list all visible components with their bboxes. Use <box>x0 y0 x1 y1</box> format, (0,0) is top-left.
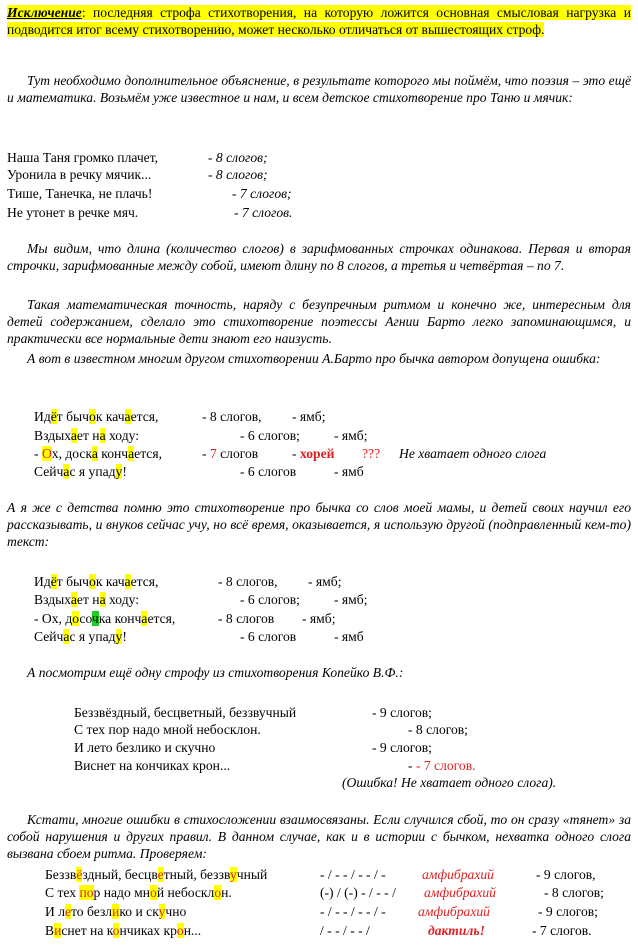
syllable-count: - 9 слогов; <box>538 904 598 919</box>
error-note: Не хватает одного слога <box>399 446 547 461</box>
poem-line: С тех пор надо мной небосклон. <box>45 885 232 900</box>
syllable-count: - 8 слогов; <box>544 885 604 900</box>
syllable-count: - 9 слогов; <box>372 740 432 755</box>
poem-line: Беззвёздный, бесцветный, беззвучный <box>74 705 297 720</box>
intro-text: : последняя строфа стихотворения, на которую ложится основная смысловая нагрузка и подводится итог всему стихотворению, может несколько отличаться от вышестоящих строф. <box>7 5 631 37</box>
meter-label: - ямб; <box>292 409 326 424</box>
question-marks: ??? <box>362 446 381 461</box>
meter-label: - ямб; <box>334 428 368 443</box>
syllable-count: - 9 слогов, <box>536 867 596 882</box>
syllable-count: - 6 слогов <box>240 464 297 479</box>
paragraph-5: А я же с детства помню это стихотворение про бычка со слов моей мамы, и детей своих научил его рассказывать, и внуков сейчас учу, но всё время, оказывается, я использую другой (подправленный кем-то) текст: <box>7 500 631 549</box>
paragraph-7: Кстати, многие ошибки в стихосложении взаимосвязаны. Если случился сбой, то он сразу «тянет» за собой нарушения и других правил. В данном случае, как и в истории с бычком, нехватка одного слога вызвана сбоем ритма. Проверяем: <box>7 812 631 861</box>
meter-label: амфибрахий <box>424 885 496 900</box>
syllable-count: - 7 слогов. <box>532 923 592 938</box>
poem-line: - Ох, доска кончается, <box>34 446 162 461</box>
poem-line: Уронила в речку мячик... <box>7 167 152 182</box>
poem-line: Вздыхает на ходу: <box>34 428 140 443</box>
exception-label: Исключение <box>7 5 82 20</box>
poem-line: Идёт бычок качается, <box>34 574 159 589</box>
syllable-count: - 6 слогов <box>240 629 297 644</box>
poem-line: Виснет на кончиках крон... <box>74 758 231 773</box>
stress-scheme: / - - / - - / <box>320 923 370 938</box>
syllable-count: - 9 слогов; <box>372 705 432 720</box>
stress-scheme: - / - - / - - / - <box>320 867 386 882</box>
poem-line: Виснет на кончиках крон... <box>45 923 202 938</box>
poem-line: Сейчас я упаду! <box>34 464 127 479</box>
paragraph-3: Такая математическая точность, наряду с безупречным ритмом и конечно же, интересным для детей содержанием, сделало это стихотворение поэтессы Агнии Барто легко запоминающимся, и практически все нормальные дети знают его наизусть. <box>7 297 631 346</box>
syllable-count: - 8 слогов, <box>218 574 278 589</box>
poem-line: Идёт бычок качается, <box>34 409 159 424</box>
poem-line: Вздыхает на ходу: <box>34 592 140 607</box>
meter-label: - хорей <box>292 446 335 461</box>
syllable-count: - 8 слогов, <box>202 409 262 424</box>
poem-line: С тех пор надо мной небосклон. <box>74 722 261 737</box>
syllable-count: - 6 слогов; <box>240 428 300 443</box>
poem-line: И лето безлико и скучно <box>74 740 216 755</box>
paragraph-4: А вот в известном многим другом стихотворении А.Барто про бычка автором допущена ошибка: <box>27 351 601 366</box>
stress-scheme: (-) / (-) - / - - / <box>320 885 396 900</box>
meter-label: дактиль! <box>428 923 485 938</box>
syllable-count: - 8 слогов <box>218 611 275 626</box>
syllable-count: - 8 слогов; <box>408 722 468 737</box>
syllable-count: - 8 слогов; <box>208 167 268 182</box>
meter-label: - ямб; <box>302 611 336 626</box>
poem-line: Наша Таня громко плачет, <box>7 150 159 165</box>
meter-label: - ямб <box>334 629 364 644</box>
meter-label: амфибрахий <box>418 904 490 919</box>
meter-label: - ямб; <box>308 574 342 589</box>
intro-paragraph <box>7 4 631 38</box>
meter-label: - ямб; <box>334 592 368 607</box>
stress-scheme: - / - - / - - / - <box>320 904 386 919</box>
meter-label: - ямб <box>334 464 364 479</box>
syllable-count: - 8 слогов; <box>208 150 268 165</box>
meter-label: амфибрахий <box>422 867 494 882</box>
poem-line: Тише, Танечка, не плачь! <box>7 186 153 201</box>
paragraph-1: Тут необходимо дополнительное объяснение, в результате которого мы поймём, что поэзия – это ещё и математика. Возьмём уже известное и нам, и всем детское стихотворение про Таню и мячик: <box>7 73 631 105</box>
syllable-count: - - 7 слогов. <box>408 758 476 773</box>
paragraph-2: Мы видим, что длина (количество слогов) в зарифмованных строчках одинакова. Первая и вторая строчки, зарифмованные между собой, имеют длину по 8 слогов, а третья и четвёртая – по 7. <box>7 241 631 273</box>
poem-line: Не утонет в речке мяч. <box>7 205 139 220</box>
poem-line: Беззвёздный, бесцветный, беззвучный <box>45 867 268 882</box>
syllable-count: - 6 слогов; <box>240 592 300 607</box>
syllable-count: - 7 слогов; <box>232 186 292 201</box>
error-note: (Ошибка! Не хватает одного слога). <box>342 775 557 790</box>
syllable-count: - 7 слогов. <box>234 205 293 220</box>
syllable-count: - 7 слогов <box>202 446 259 461</box>
poem-line: И лето безлико и скучно <box>45 904 187 919</box>
poem-line: Сейчас я упаду! <box>34 629 127 644</box>
poem-line: - Ох, досочка кончается, <box>34 611 176 626</box>
paragraph-6: А посмотрим ещё одну строфу из стихотворения Копейко В.Ф.: <box>27 665 404 680</box>
